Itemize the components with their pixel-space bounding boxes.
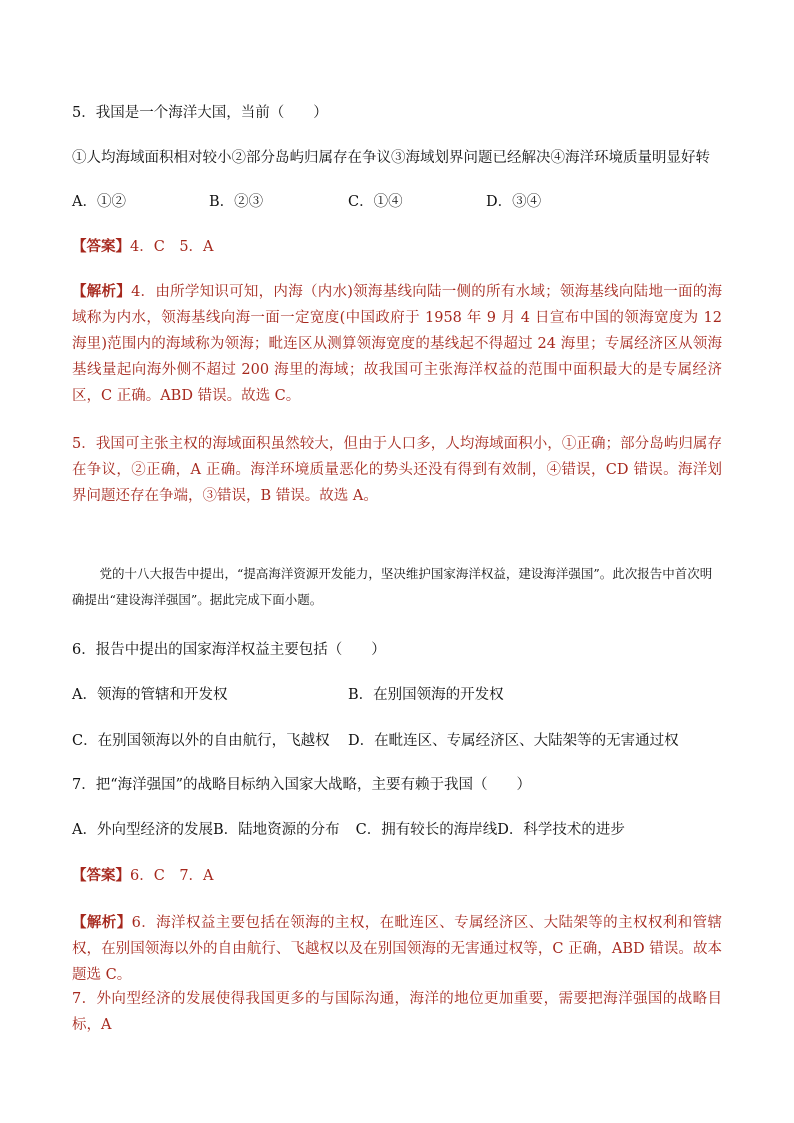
analysis-label-2: 【解析】: [72, 914, 132, 931]
answer-text: 4．C 5．A: [130, 239, 214, 255]
q5-stem: 5．我国是一个海洋大国，当前（ ）: [72, 105, 328, 121]
q7-option-b: B．陆地资源的分布: [212, 822, 340, 838]
analysis-paragraph-4: [72, 279, 722, 409]
answer-label: 【答案】: [72, 238, 130, 255]
answer-block-1: [72, 237, 214, 257]
answer-label-2: 【答案】: [72, 867, 130, 884]
q5-option-c: C．①④: [348, 194, 403, 210]
analysis-text-6: 6．海洋权益主要包括在领海的主权，在毗连区、专属经济区、大陆架等的主权权利和管辖权，在别国领海以外的自由航行、飞越权以及在别国领海的无害通过权等，C 正确，ABD 错误。故本题选 C。: [72, 915, 722, 983]
answer-block-2: [72, 866, 214, 886]
q6-option-b: B．在别国领海的开发权: [348, 687, 504, 703]
material-passage: 党的十八大报告中提出，“提高海洋资源开发能力，坚决维护国家海洋权益，建设海洋强国”。此次报告中首次明确提出“建设海洋强国”。据此完成下面小题。: [72, 566, 713, 607]
q5-option-d: D．③④: [486, 194, 542, 210]
q5-option-a: A．①②: [72, 194, 126, 210]
q5-statements: ①人均海域面积相对较小②部分岛屿归属存在争议③海域划界问题已经解决④海洋环境质量明显好转: [72, 150, 710, 166]
q7-options: [72, 820, 625, 840]
analysis-paragraph-7: 7．外向型经济的发展使得我国更多的与国际沟通，海洋的地位更加重要，需要把海洋强国的战略目标，A: [72, 991, 722, 1033]
analysis-paragraph-6: [72, 910, 722, 988]
analysis-text-4: 4．由所学知识可知，内海（内水)领海基线向陆一侧的所有水域；领海基线向陆地一面的海域称为内水，领海基线向海一面一定宽度(中国政府于 1958 年 9 月 4 日宣布中国的领海宽度为 12 海里)范围内的海域称为领海；毗连区从测算领海宽度的基线起不得超过 24 海里；专属经济区从领海基线量起向海外侧不超过 200 海里的海域；故我国可主张海洋权益的范围中面积最大的是专属经济区，C 正确。ABD 错误。故选 C。: [72, 284, 722, 404]
q6-option-d: D．在毗连区、专属经济区、大陆架等的无害通过权: [348, 733, 679, 749]
q7-stem: 7．把“海洋强国”的战略目标纳入国家大战略，主要有赖于我国（ ）: [72, 777, 532, 793]
q6-stem: 6．报告中提出的国家海洋权益主要包括（ ）: [72, 642, 386, 658]
q6-option-c: C．在别国领海以外的自由航行，飞越权: [72, 733, 330, 749]
q7-option-a: A．外向型经济的发展: [72, 822, 213, 838]
q5-option-b: B．②③: [209, 194, 264, 210]
answer-text-2: 6．C 7．A: [130, 868, 214, 884]
analysis-paragraph-5: 5．我国可主张主权的海域面积虽然较大，但由于人口多，人均海域面积小，①正确；部分岛屿归属存在争议，②正确，A 正确。海洋环境质量恶化的势头还没有得到有效制，④错误，CD 错误。海洋划界问题还存在争端，③错误，B 错误。故选 A。: [72, 436, 722, 504]
q6-option-a: A．领海的管辖和开发权: [72, 687, 228, 703]
q7-option-c: C．拥有较长的海岸线: [355, 822, 498, 838]
q7-option-d: D．科学技术的进步: [497, 822, 625, 838]
analysis-label: 【解析】: [72, 283, 132, 300]
